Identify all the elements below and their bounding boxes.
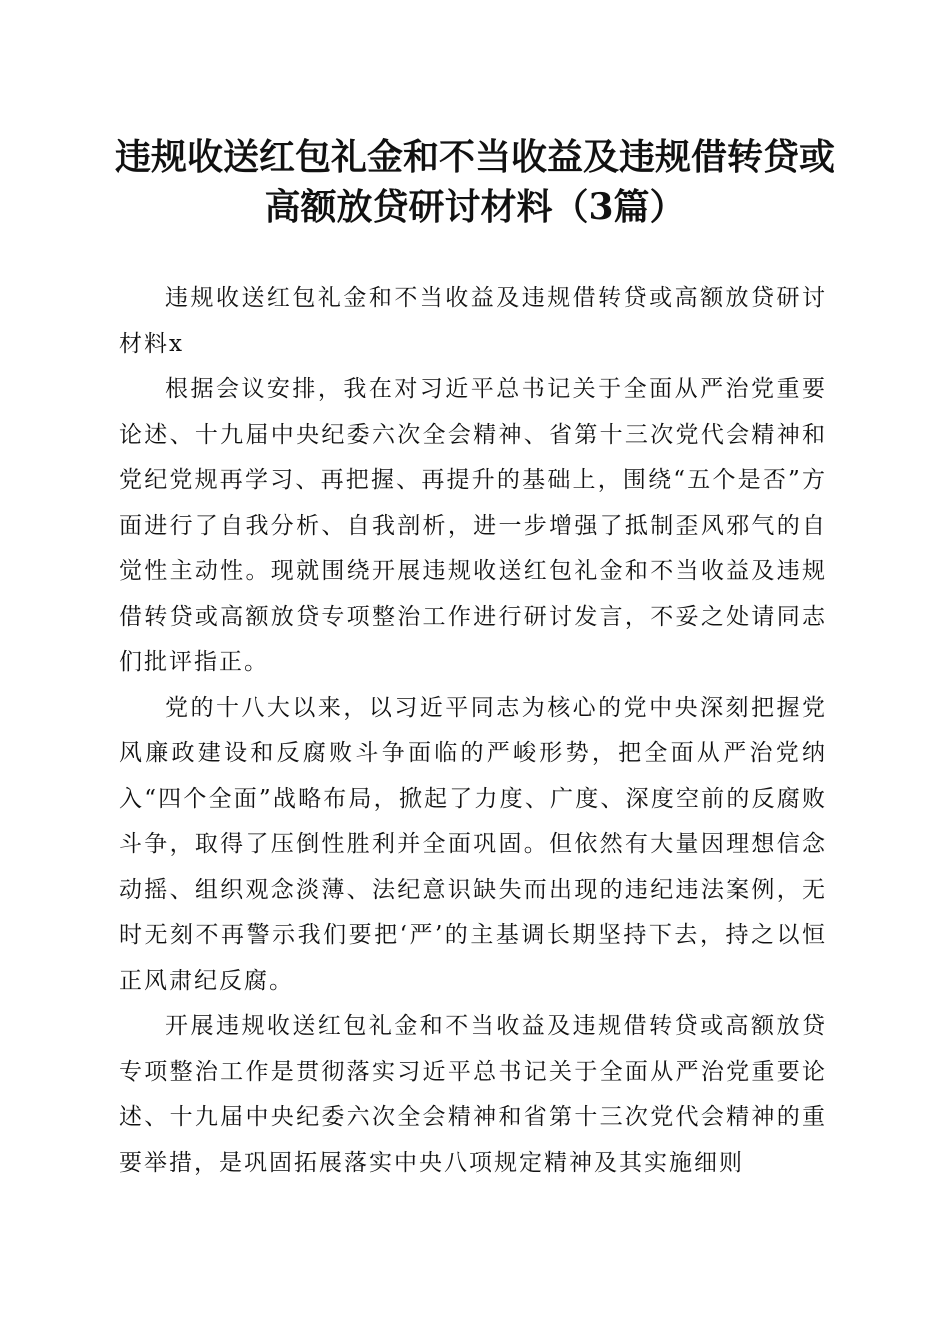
document-title-line-2: 高额放贷研讨材料（3篇） <box>264 186 686 228</box>
paragraph-subtitle: 违规收送红包礼金和不当收益及违规借转贷或高额放贷研讨材料x <box>119 285 827 357</box>
document-title-line-1: 违规收送红包礼金和不当收益及违规借转贷或 <box>114 136 835 178</box>
paragraph-background: 党的十八大以来，以习近平同志为核心的党中央深刻把握党风廉政建设和反腐败斗争面临的严峻形势，把全面从严治党纳入“四个全面”战略布局，掀起了力度、广度、深度空前的反腐败斗争，取得了压倒性胜利并全面巩固。但依然有大量因理想信念动摇、组织观念淡薄、法纪意识缺失而出现的违纪违法案例，无时无刻不再警示我们要把‘严’的主基调长期坚持下去，持之以恒正风肃纪反腐。 <box>119 694 827 994</box>
document-title <box>100 132 850 232</box>
paragraph-significance: 开展违规收送红包礼金和不当收益及违规借转贷或高额放贷专项整治工作是贯彻落实习近平总书记关于全面从严治党重要论述、十九届中央纪委六次全会精神和省第十三次党代会精神的重要举措，是巩固拓展落实中央八项规定精神及其实施细则 <box>119 1013 827 1176</box>
document-body <box>119 276 827 1186</box>
paragraph-intro: 根据会议安排，我在对习近平总书记关于全面从严治党重要论述、十九届中央纪委六次全会精神、省第十三次党代会精神和党纪党规再学习、再把握、再提升的基础上，围绕“五个是否”方面进行了自我分析、自我剖析，进一步增强了抵制歪风邪气的自觉性主动性。现就围绕开展违规收送红包礼金和不当收益及违规借转贷或高额放贷专项整治工作进行研讨发言，不妥之处请同志们批评指正。 <box>119 376 827 675</box>
